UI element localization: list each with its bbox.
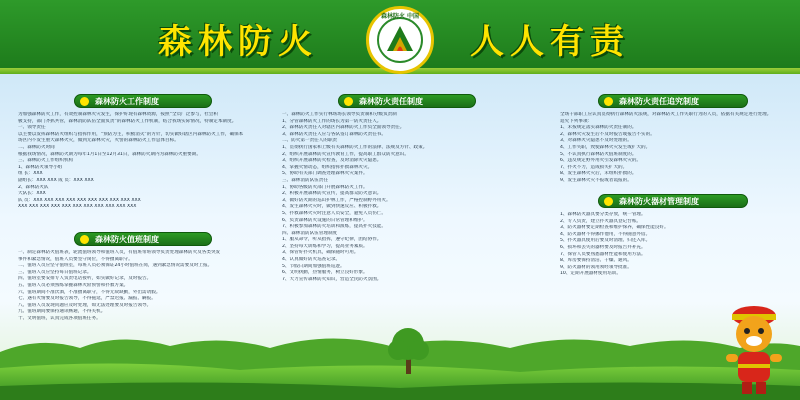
text-line: 场区内不发生重大森林火灾，做到无森林火灾，火警的森林防火工作总体目标。	[18, 138, 179, 144]
text-line: XXX XXX XXX XXX XXX XXX XXX XXX XXX XXX XXX	[18, 204, 137, 210]
text-line: 6、违反规定野外用火引发森林火灾的。	[560, 158, 642, 164]
text-line: 1、服从命令，听从指挥，遵守纪律，团结协作。	[282, 237, 382, 243]
forest-fire-emblem-icon	[366, 6, 434, 74]
text-line: 全场干部职工应认真贯彻执行森林防火法规，对森林防火工作失职行为的人员，依据有关规定进行处理。	[560, 112, 772, 117]
text-line: 2、专人负责，建立扑火器具登记台账。	[560, 218, 642, 224]
text-line: 9、防火器材的领用须经领导批准。	[560, 264, 632, 270]
text-line: 一、森林防火工作实行林场场长领导负责制和分级负责制	[282, 112, 397, 117]
accountability-system-text	[560, 112, 790, 188]
forest-hills-illustration	[0, 308, 800, 400]
panel-title-duty-system: 森林防火值班制度	[74, 232, 212, 246]
text-line: 大队长：XXX	[18, 191, 46, 197]
text-line: 4、工作失职，致使森林火灾发生或扩大的。	[560, 144, 651, 150]
text-line: 二、森林防火时间	[18, 144, 55, 150]
text-line: 2、组织开展森林防火宣传教育工作，提高职工群众防火意识。	[282, 151, 409, 157]
text-line: 7、大力宣传森林防火知识，营造全民防火氛围。	[282, 276, 382, 282]
text-line: 三、森林消防队伍责任	[282, 177, 328, 183]
text-line: 八、值班人员发现问题应及时处理，如无法处理要及时报告领导。	[18, 302, 152, 308]
text-line: 三、森林防火工作组织机构	[18, 158, 74, 164]
text-line: 1、森林防火领导小组	[18, 164, 63, 170]
text-line: 六、值班期间不准饮酒，不准擅离职守，不得无故缺勤，外出需请假。	[18, 289, 161, 295]
text-line: 组 长：XXX	[18, 171, 43, 177]
text-line: 四、森林消防队伍管理制度	[282, 230, 338, 236]
text-line: 为加强森林防火工作，有效控制森林火灾发生，保护好现有森林资源，按照“全员广泛参与，社会积	[18, 112, 218, 117]
text-line: 3、对森林火灾隐患不及时处理的。	[560, 138, 632, 144]
text-line: 7、保管人员要熟悉器材性能和使用方法。	[560, 251, 646, 257]
title-left: 森林防火	[158, 22, 318, 62]
text-line: 1、森林防火器具要分类存放，统一管理。	[560, 212, 646, 217]
text-line: 4、认真做好防火巡查记录。	[282, 257, 341, 263]
text-line: 2、森林防火队	[18, 184, 49, 190]
text-line: 一、领导责任	[18, 125, 46, 131]
text-line: 5、不认真执行森林防火值班制度的。	[560, 151, 637, 157]
text-line: 七、遇有火情要及时报告领导，不得拖延，严禁迟报、漏报、瞒报。	[18, 296, 156, 302]
emblem-text: 森林防火 中国	[380, 13, 420, 20]
text-line: 追究下列事项：	[560, 118, 593, 124]
flame-icon	[344, 97, 353, 106]
flame-icon	[604, 197, 613, 206]
panel-title-accountability-system: 森林防火责任追究制度	[598, 94, 748, 108]
text-line: 8、发生森林火灾后，未组织扑救的。	[560, 171, 637, 177]
text-line: 4、掌握火情动态，组织指挥扑救森林火灾。	[282, 164, 373, 170]
text-line: 10、定期开展器材使用培训。	[560, 271, 621, 277]
text-line: 6、文明执勤，热情服务，树立良好形象。	[282, 270, 368, 276]
text-line: 1、未按规定落实森林防火责任制的。	[560, 125, 637, 131]
text-line: 事件和紧急情况，值班人员要坚守岗位，不得擅离职守。	[18, 256, 133, 262]
text-line: 3、森林防火责任人应与各队签订森林防火责任书。	[282, 131, 386, 137]
text-line: 6、损坏和丢失的器材要及时报告并补充。	[560, 244, 646, 250]
text-line: 2、森林火灾发生后不及时报告或报告不实的。	[560, 131, 655, 137]
panel-title-responsibility-system: 森林防火责任制度	[338, 94, 476, 108]
text-line: 3、做好防火期的巡山护林工作，严格控制野外用火。	[282, 197, 391, 203]
text-line: 9、发生森林火灾不报或者谎报的。	[560, 177, 632, 183]
flame-icon	[80, 235, 89, 244]
text-line: 5、协助有关部门调查处理森林火灾案件。	[282, 171, 368, 177]
work-system-text	[18, 112, 270, 226]
text-line: 三、值班人员应坚持每日值班记录。	[18, 269, 92, 275]
text-line: 九、值班期间要保持通讯畅通，不得关机。	[18, 309, 106, 315]
text-line: 5、扑救森林火灾时注意人员安全，避免人员伤亡。	[282, 210, 386, 216]
flame-icon	[604, 97, 613, 106]
text-line: 3、保管好扑火机具，确保随时可用。	[282, 250, 359, 256]
text-line: 副组长：XXX XXX 成 员：XXX XXX	[18, 177, 94, 183]
text-line: 根据我场情况，森林防火期为每年1月1日至12月31日，森林防火期内为森林防火重要期。	[18, 151, 201, 157]
text-line: 5、扑火器具使用后要及时清理、归还入库。	[560, 238, 651, 244]
text-line: 5、节假日期间加强值班巡逻。	[282, 263, 345, 269]
text-line: 队 员：XXX XXX XXX XXX XXX XXX XXX XXX XXX XXX	[18, 197, 141, 203]
text-line: 1、分管森林防火工作的场长为第一防火责任人。	[282, 118, 382, 124]
text-line: 十、文明值班，认真完成各项值班任务。	[18, 315, 101, 321]
flame-icon	[80, 97, 89, 106]
tiger-mascot-icon	[716, 298, 792, 398]
text-line: 3、组织开展森林防火检查，及时消除火灾隐患。	[282, 158, 382, 164]
text-line: 一、制定森林防火值班表，轮流值班领导和值班人员，有值班带班领导负责处理森林防火及各类突发	[18, 250, 221, 255]
title-right: 人人有责	[470, 22, 630, 62]
text-line: 五、值班人员必须熟练掌握森林火险预警和扑救方案。	[18, 282, 129, 288]
text-line: 3、防火器材要定期检查和维护保养，确保性能良好。	[560, 225, 669, 231]
text-line: 2、坚持每天训练和学习，提高业务素质。	[282, 243, 368, 249]
text-line: 4、防火器材不得挪作他用，不得随意外借。	[560, 231, 651, 237]
text-line: 极支持，部门齐抓共管，森林消防队伍全面负责”的森林防火工作机制，结合我场实际情况，特制定本制度。	[18, 118, 237, 124]
text-line: 6、负责森林防火设施的日常管理和维护。	[282, 217, 368, 223]
text-line: 7、扑火不力，造成损失扩大的。	[560, 164, 628, 170]
text-line: 8、库房要保持清洁、干燥、通风。	[560, 258, 632, 264]
text-line: 二、防火第一责任人的职责	[282, 138, 338, 144]
text-line: 以主要以发挥森林防火组织与指挥作用，“预防为主，积极消灭”的方针，切实做好辖区内森林防火工作，确保本	[18, 131, 244, 137]
text-line: 二、值班人员应坚守值班室，每班人员必须保证24小时值班在岗，遇到紧急情况需要及时上报。	[18, 263, 213, 269]
text-line: 1、贯彻执行国家和上级有关森林防火工作的法律、法规及方针、政策。	[282, 144, 428, 150]
equipment-system-text	[560, 212, 760, 290]
responsibility-system-text	[282, 112, 544, 334]
text-line: 2、森林防火责任人对辖区内森林防火工作负全面领导责任。	[282, 125, 405, 131]
text-line: 7、积极参加森林防火培训和演练，提高扑火技能。	[282, 224, 386, 230]
text-line: 2、积极开展森林防火宣传，提高群众防火意识。	[282, 191, 382, 197]
text-line: 四、值班室要安排专人负责电话接听，如实做好记录，及时报告。	[18, 276, 152, 282]
panel-title-equipment-system: 森林防火器材管理制度	[598, 194, 748, 208]
text-line: 4、发生森林火灾时，做到快速反应、积极扑救。	[282, 204, 382, 210]
text-line: 1、协助各级防火部门开展森林防火工作。	[282, 184, 368, 190]
panel-title-work-system: 森林防火工作制度	[74, 94, 212, 108]
